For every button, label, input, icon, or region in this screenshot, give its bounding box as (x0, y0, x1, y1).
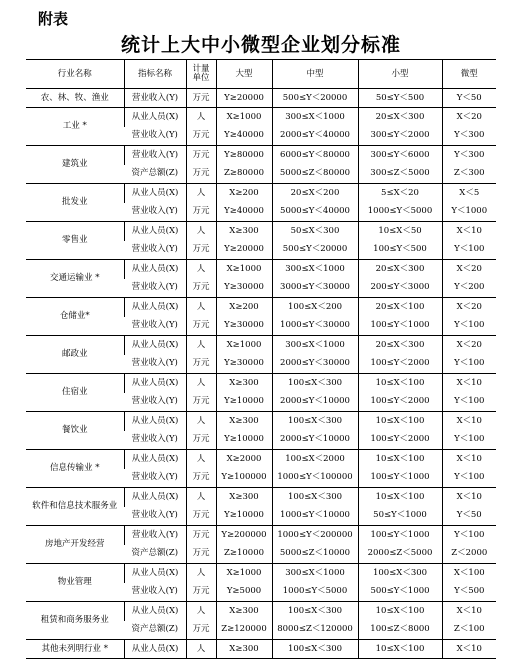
medium-cell: 300≤X＜1000 (272, 108, 358, 127)
small-cell: 100≤X＜300 (358, 564, 442, 583)
header-small: 小型 (358, 60, 442, 89)
indicator-cell: 从业人员(X) (124, 298, 186, 317)
medium-cell: 100≤X＜300 (272, 374, 358, 393)
indicator-cell: 营业收入(Y) (131, 472, 178, 483)
small-cell: 1000≤Y＜5000 (358, 203, 442, 222)
large-cell: X≥1000 (216, 336, 272, 355)
indicator-cell: 从业人员(X) (124, 640, 186, 659)
unit-cell: 人 (186, 602, 216, 621)
indicator-cell: 营业收入(Y) (131, 510, 178, 521)
indicator-cell: 营业收入(Y) (131, 244, 178, 255)
large-cell: Z≥80000 (216, 165, 272, 184)
medium-cell: 300≤X＜1000 (272, 564, 358, 583)
industry-cell: 其他未列明行业 * (26, 640, 124, 659)
table-row (26, 564, 496, 583)
unit-cell: 万元 (186, 355, 216, 374)
medium-cell: 20≤X＜200 (272, 184, 358, 203)
industry-cell: 物业管理 (26, 564, 124, 602)
industry-cell: 仓储业* (26, 298, 124, 336)
unit-cell: 人 (186, 450, 216, 469)
small-cell: 300≤Z＜5000 (358, 165, 442, 184)
unit-cell: 万元 (186, 545, 216, 564)
industry-cell: 农、林、牧、渔业 (26, 89, 124, 108)
header-unit-line1: 计量 (192, 64, 210, 75)
medium-cell: 8000≤Z＜120000 (272, 621, 358, 640)
header-unit (186, 60, 216, 89)
large-cell: X≥1000 (216, 260, 272, 279)
medium-cell: 100≤X＜300 (272, 412, 358, 431)
large-cell: Y≥30000 (216, 317, 272, 336)
large-cell: Y≥40000 (216, 127, 272, 146)
large-cell: X≥2000 (216, 450, 272, 469)
classification-table (26, 59, 496, 659)
indicator-cell: 从业人员(X) (124, 374, 186, 393)
medium-cell: 500≤Y＜20000 (272, 241, 358, 260)
indicator-cell: 从业人员(X) (124, 184, 186, 203)
micro-cell: X＜100 (442, 564, 496, 583)
unit-cell: 万元 (186, 127, 216, 146)
indicator-cell: 营业收入(Y) (131, 282, 178, 293)
small-cell: 50≤Y＜1000 (358, 507, 442, 526)
unit-cell: 人 (186, 108, 216, 127)
small-cell: 5≤X＜20 (358, 184, 442, 203)
small-cell: 300≤Y＜2000 (358, 127, 442, 146)
medium-cell: 100≤X＜300 (272, 602, 358, 621)
unit-cell: 人 (186, 222, 216, 241)
table-row (26, 374, 496, 393)
small-cell: 500≤Y＜1000 (358, 583, 442, 602)
table-row (26, 640, 496, 659)
indicator-cell: 营业收入(Y) (124, 146, 186, 165)
table-row (26, 184, 496, 203)
indicator-cell: 从业人员(X) (124, 260, 186, 279)
indicator-cell: 营业收入(Y) (131, 320, 178, 331)
header-unit-line2: 单位 (192, 73, 210, 83)
header-medium: 中型 (272, 60, 358, 89)
header-industry: 行业名称 (26, 60, 124, 89)
indicator-cell: 营业收入(Y) (131, 130, 178, 141)
indicator-cell: 营业收入(Y) (124, 526, 186, 545)
large-cell: X≥300 (216, 374, 272, 393)
unit-cell: 万元 (186, 146, 216, 165)
industry-cell: 工业 * (26, 108, 124, 146)
industry-cell: 软件和信息技术服务业 (26, 488, 124, 526)
micro-cell: X＜10 (442, 374, 496, 393)
table-row (26, 222, 496, 241)
large-cell: Y≥80000 (216, 146, 272, 165)
small-cell: 100≤Y＜2000 (358, 355, 442, 374)
large-cell: X≥200 (216, 184, 272, 203)
small-cell: 300≤Y＜6000 (358, 146, 442, 165)
indicator-cell: 从业人员(X) (124, 564, 186, 583)
medium-cell: 1000≤Y＜200000 (272, 526, 358, 545)
micro-cell: Y＜100 (442, 393, 496, 412)
medium-cell: 2000≤Y＜10000 (272, 431, 358, 450)
unit-cell: 万元 (186, 469, 216, 488)
micro-cell: Z＜100 (442, 621, 496, 640)
micro-cell: Y＜100 (442, 526, 496, 545)
micro-cell: Y＜50 (442, 507, 496, 526)
large-cell: X≥300 (216, 640, 272, 659)
indicator-cell: 从业人员(X) (124, 108, 186, 127)
large-cell: Y≥20000 (216, 241, 272, 260)
industry-cell: 房地产开发经营 (26, 526, 124, 564)
small-cell: 100≤Y＜1000 (358, 526, 442, 545)
large-cell: Z≥120000 (216, 621, 272, 640)
unit-cell: 万元 (186, 203, 216, 222)
medium-cell: 2000≤Y＜40000 (272, 127, 358, 146)
micro-cell: Y＜100 (442, 317, 496, 336)
medium-cell: 1000≤Y＜5000 (272, 583, 358, 602)
micro-cell: Y＜50 (442, 89, 496, 108)
table-row (26, 260, 496, 279)
medium-cell: 3000≤Y＜30000 (272, 279, 358, 298)
unit-cell: 万元 (186, 241, 216, 260)
small-cell: 200≤Y＜3000 (358, 279, 442, 298)
table-row (26, 146, 496, 165)
table-row (26, 108, 496, 127)
table-row (26, 336, 496, 355)
unit-cell: 人 (186, 260, 216, 279)
micro-cell: Z＜300 (442, 165, 496, 184)
micro-cell: Y＜200 (442, 279, 496, 298)
unit-cell: 万元 (186, 526, 216, 545)
small-cell: 20≤X＜300 (358, 336, 442, 355)
large-cell: Y≥30000 (216, 279, 272, 298)
unit-cell: 人 (186, 640, 216, 659)
large-cell: X≥300 (216, 602, 272, 621)
micro-cell: X＜10 (442, 602, 496, 621)
indicator-cell: 营业收入(Y) (131, 586, 178, 597)
small-cell: 100≤Y＜2000 (358, 431, 442, 450)
document-title: 统计上大中小微型企业划分标准 (120, 34, 401, 56)
micro-cell: X＜20 (442, 108, 496, 127)
large-cell: Y≥30000 (216, 355, 272, 374)
header-row (26, 60, 496, 89)
industry-cell: 邮政业 (26, 336, 124, 374)
indicator-cell: 营业收入(Y) (131, 434, 178, 445)
small-cell: 2000≤Z＜5000 (358, 545, 442, 564)
large-cell: Y≥100000 (216, 469, 272, 488)
unit-cell: 万元 (186, 583, 216, 602)
large-cell: Y≥40000 (216, 203, 272, 222)
large-cell: X≥300 (216, 222, 272, 241)
large-cell: X≥1000 (216, 108, 272, 127)
micro-cell: Y＜100 (442, 241, 496, 260)
industry-cell: 建筑业 (26, 146, 124, 184)
indicator-cell: 从业人员(X) (124, 412, 186, 431)
micro-cell: X＜10 (442, 640, 496, 659)
small-cell: 100≤Y＜500 (358, 241, 442, 260)
indicator-cell: 从业人员(X) (124, 450, 186, 469)
indicator-cell: 从业人员(X) (124, 602, 186, 621)
unit-cell: 人 (186, 298, 216, 317)
appendix-label: 附表 (38, 10, 69, 28)
micro-cell: X＜20 (442, 298, 496, 317)
micro-cell: X＜10 (442, 450, 496, 469)
small-cell: 20≤X＜100 (358, 298, 442, 317)
unit-cell: 人 (186, 336, 216, 355)
large-cell: X≥200 (216, 298, 272, 317)
unit-cell: 万元 (186, 165, 216, 184)
industry-cell: 零售业 (26, 222, 124, 260)
indicator-cell: 资产总额(Z) (131, 168, 179, 179)
unit-cell: 万元 (186, 89, 216, 108)
medium-cell: 5000≤Y＜40000 (272, 203, 358, 222)
indicator-cell: 从业人员(X) (124, 488, 186, 507)
medium-cell: 300≤X＜1000 (272, 260, 358, 279)
medium-cell: 1000≤Y＜100000 (272, 469, 358, 488)
medium-cell: 5000≤Z＜80000 (272, 165, 358, 184)
unit-cell: 人 (186, 488, 216, 507)
header-indicator: 指标名称 (124, 60, 186, 89)
table-row (26, 450, 496, 469)
micro-cell: Y＜300 (442, 127, 496, 146)
table-row (26, 412, 496, 431)
industry-cell: 租赁和商务服务业 (26, 602, 124, 640)
table-row (26, 526, 496, 545)
large-cell: Y≥10000 (216, 393, 272, 412)
micro-cell: Z＜2000 (442, 545, 496, 564)
unit-cell: 万元 (186, 279, 216, 298)
small-cell: 10≤X＜100 (358, 602, 442, 621)
indicator-cell: 资产总额(Z) (131, 548, 179, 559)
small-cell: 10≤X＜100 (358, 488, 442, 507)
indicator-cell: 从业人员(X) (124, 336, 186, 355)
industry-cell: 批发业 (26, 184, 124, 222)
unit-cell: 万元 (186, 317, 216, 336)
table-row (26, 298, 496, 317)
indicator-cell: 营业收入(Y) (124, 89, 186, 108)
micro-cell: Y＜100 (442, 431, 496, 450)
header-large: 大型 (216, 60, 272, 89)
unit-cell: 人 (186, 412, 216, 431)
small-cell: 10≤X＜100 (358, 640, 442, 659)
table-row (26, 488, 496, 507)
small-cell: 10≤X＜100 (358, 374, 442, 393)
header-micro: 微型 (442, 60, 496, 89)
medium-cell: 100≤X＜300 (272, 488, 358, 507)
industry-cell: 住宿业 (26, 374, 124, 412)
unit-cell: 万元 (186, 431, 216, 450)
micro-cell: Y＜100 (442, 355, 496, 374)
indicator-cell: 资产总额(Z) (131, 624, 179, 635)
indicator-cell: 营业收入(Y) (131, 206, 178, 217)
small-cell: 100≤Y＜1000 (358, 317, 442, 336)
micro-cell: Y＜500 (442, 583, 496, 602)
medium-cell: 1000≤Y＜10000 (272, 507, 358, 526)
medium-cell: 100≤X＜2000 (272, 450, 358, 469)
medium-cell: 100≤X＜200 (272, 298, 358, 317)
medium-cell: 500≤Y＜20000 (272, 89, 358, 108)
micro-cell: X＜5 (442, 184, 496, 203)
large-cell: X≥300 (216, 412, 272, 431)
micro-cell: X＜10 (442, 412, 496, 431)
medium-cell: 5000≤Z＜10000 (272, 545, 358, 564)
medium-cell: 2000≤Y＜10000 (272, 393, 358, 412)
small-cell: 100≤Y＜1000 (358, 469, 442, 488)
large-cell: Z≥10000 (216, 545, 272, 564)
micro-cell: X＜10 (442, 488, 496, 507)
medium-cell: 2000≤Y＜30000 (272, 355, 358, 374)
unit-cell: 人 (186, 184, 216, 203)
small-cell: 50≤Y＜500 (358, 89, 442, 108)
small-cell: 10≤X＜50 (358, 222, 442, 241)
industry-cell: 餐饮业 (26, 412, 124, 450)
unit-cell: 万元 (186, 393, 216, 412)
micro-cell: X＜20 (442, 336, 496, 355)
indicator-cell: 营业收入(Y) (131, 358, 178, 369)
small-cell: 10≤X＜100 (358, 412, 442, 431)
large-cell: Y≥20000 (216, 89, 272, 108)
large-cell: Y≥10000 (216, 431, 272, 450)
industry-cell: 信息传输业 * (26, 450, 124, 488)
small-cell: 20≤X＜300 (358, 260, 442, 279)
micro-cell: Y＜300 (442, 146, 496, 165)
medium-cell: 1000≤Y＜30000 (272, 317, 358, 336)
medium-cell: 100≤X＜300 (272, 640, 358, 659)
micro-cell: Y＜100 (442, 469, 496, 488)
small-cell: 20≤X＜300 (358, 108, 442, 127)
unit-cell: 人 (186, 374, 216, 393)
micro-cell: X＜20 (442, 260, 496, 279)
unit-cell: 万元 (186, 621, 216, 640)
large-cell: X≥300 (216, 488, 272, 507)
indicator-cell: 从业人员(X) (124, 222, 186, 241)
table-row (26, 89, 496, 108)
small-cell: 100≤Y＜2000 (358, 393, 442, 412)
large-cell: Y≥10000 (216, 507, 272, 526)
large-cell: Y≥200000 (216, 526, 272, 545)
medium-cell: 6000≤Y＜80000 (272, 146, 358, 165)
large-cell: Y≥5000 (216, 583, 272, 602)
industry-cell: 交通运输业 * (26, 260, 124, 298)
large-cell: X≥1000 (216, 564, 272, 583)
micro-cell: X＜10 (442, 222, 496, 241)
small-cell: 100≤Z＜8000 (358, 621, 442, 640)
medium-cell: 300≤X＜1000 (272, 336, 358, 355)
unit-cell: 万元 (186, 507, 216, 526)
table-row (26, 602, 496, 621)
medium-cell: 50≤X＜300 (272, 222, 358, 241)
micro-cell: Y＜1000 (442, 203, 496, 222)
small-cell: 10≤X＜100 (358, 450, 442, 469)
unit-cell: 人 (186, 564, 216, 583)
indicator-cell: 营业收入(Y) (131, 396, 178, 407)
